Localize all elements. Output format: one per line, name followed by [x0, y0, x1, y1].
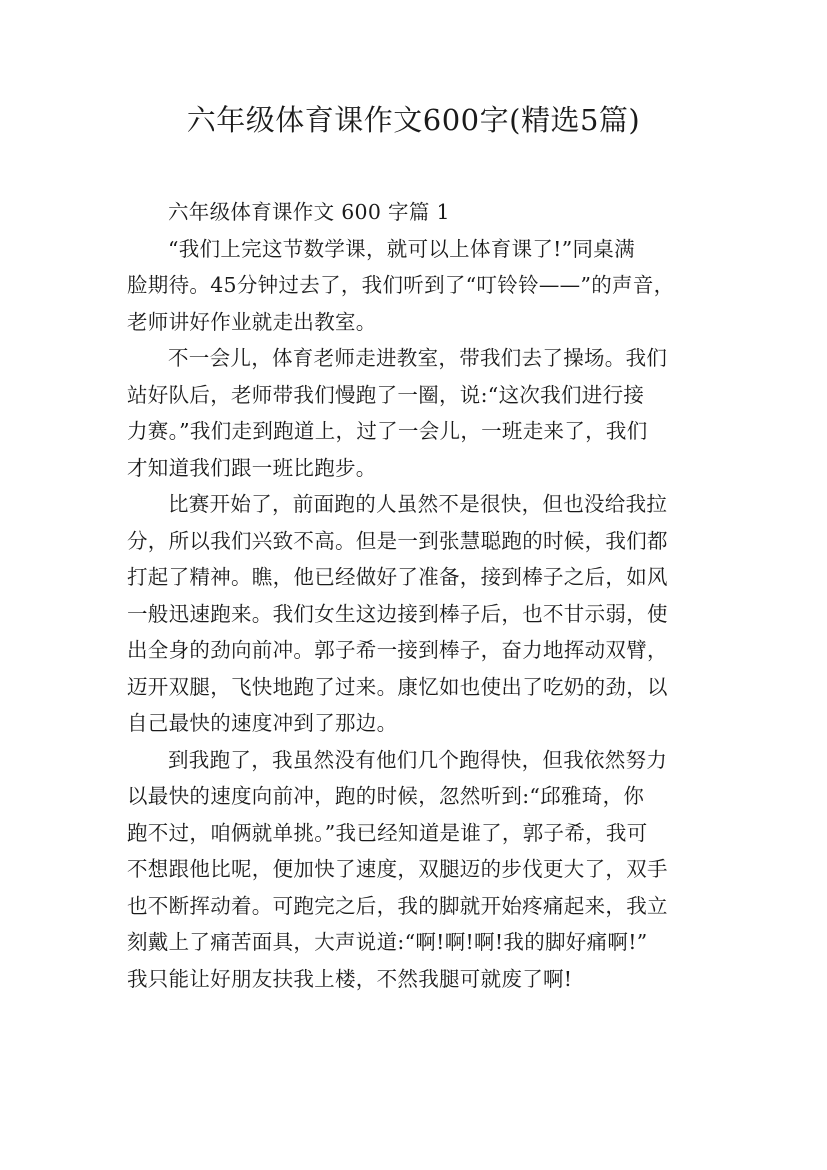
paragraph-line: 不想跟他比呢，便加快了速度，双腿迈的步伐更大了，双手 — [127, 857, 668, 881]
paragraph-line: 出全身的劲向前冲。郭子希一接到棒子，奋力地挥动双臂， — [127, 638, 668, 662]
paragraph-line: “我们上完这节数学课，就可以上体育课了!”同桌满 — [168, 236, 635, 261]
paragraph-line: 才知道我们跟一班比跑步。 — [127, 455, 377, 480]
paragraph-line: 站好队后，老师带我们慢跑了一圈，说:“这次我们进行接 — [127, 382, 645, 407]
paragraph-line: 到我跑了，我虽然没有他们几个跑得快，但我依然努力 — [168, 747, 668, 772]
paragraph-line: 脸期待。45分钟过去了，我们听到了“叮铃铃——”的声音， — [127, 273, 675, 297]
paragraph-line: 迈开双腿，飞快地跑了过来。康忆如也使出了吃奶的劲，以 — [127, 674, 668, 699]
paragraph-line: 比赛开始了，前面跑的人虽然不是很快，但也没给我拉 — [168, 492, 668, 516]
paragraph-line: 老师讲好作业就走出教室。 — [127, 309, 377, 334]
paragraph-line: 刻戴上了痛苦面具，大声说道:“啊!啊!啊!我的脚好痛啊!” — [127, 930, 648, 954]
paragraph-line: 以最快的速度向前冲，跑的时候，忽然听到:“邱雅琦，你 — [127, 784, 645, 808]
paragraph-2 — [127, 340, 710, 486]
paragraph-line: 打起了精神。瞧，他已经做好了准备，接到棒子之后，如风 — [127, 565, 668, 589]
section-heading: 六年级体育课作文 600 字篇 1 — [168, 200, 450, 224]
paragraph-line: 一般迅速跑来。我们女生这边接到棒子后，也不甘示弱，使 — [127, 601, 668, 626]
paragraph-4 — [127, 742, 710, 998]
paragraph-line: 我只能让好朋友扶我上楼，不然我腿可就废了啊! — [127, 966, 573, 991]
document-title: 六年级体育课作文600字(精选5篇) — [186, 103, 641, 137]
document-body — [127, 194, 710, 997]
paragraph-line: 力赛。”我们走到跑道上，过了一会儿，一班走来了，我们 — [127, 419, 648, 443]
paragraph-line: 自己最快的速度冲到了那边。 — [127, 711, 398, 735]
paragraph-line: 分，所以我们兴致不高。但是一到张慧聪跑的时候，我们都 — [127, 528, 668, 553]
paragraph-line: 跑不过，咱俩就单挑。”我已经知道是谁了，郭子希，我可 — [127, 820, 648, 845]
paragraph-line: 不一会儿，体育老师走进教室，带我们去了操场。我们 — [168, 346, 668, 370]
paragraph-1 — [127, 231, 710, 341]
paragraph-3 — [127, 486, 710, 742]
paragraph-line: 也不断挥动着。可跑完之后，我的脚就开始疼痛起来，我立 — [127, 893, 668, 918]
